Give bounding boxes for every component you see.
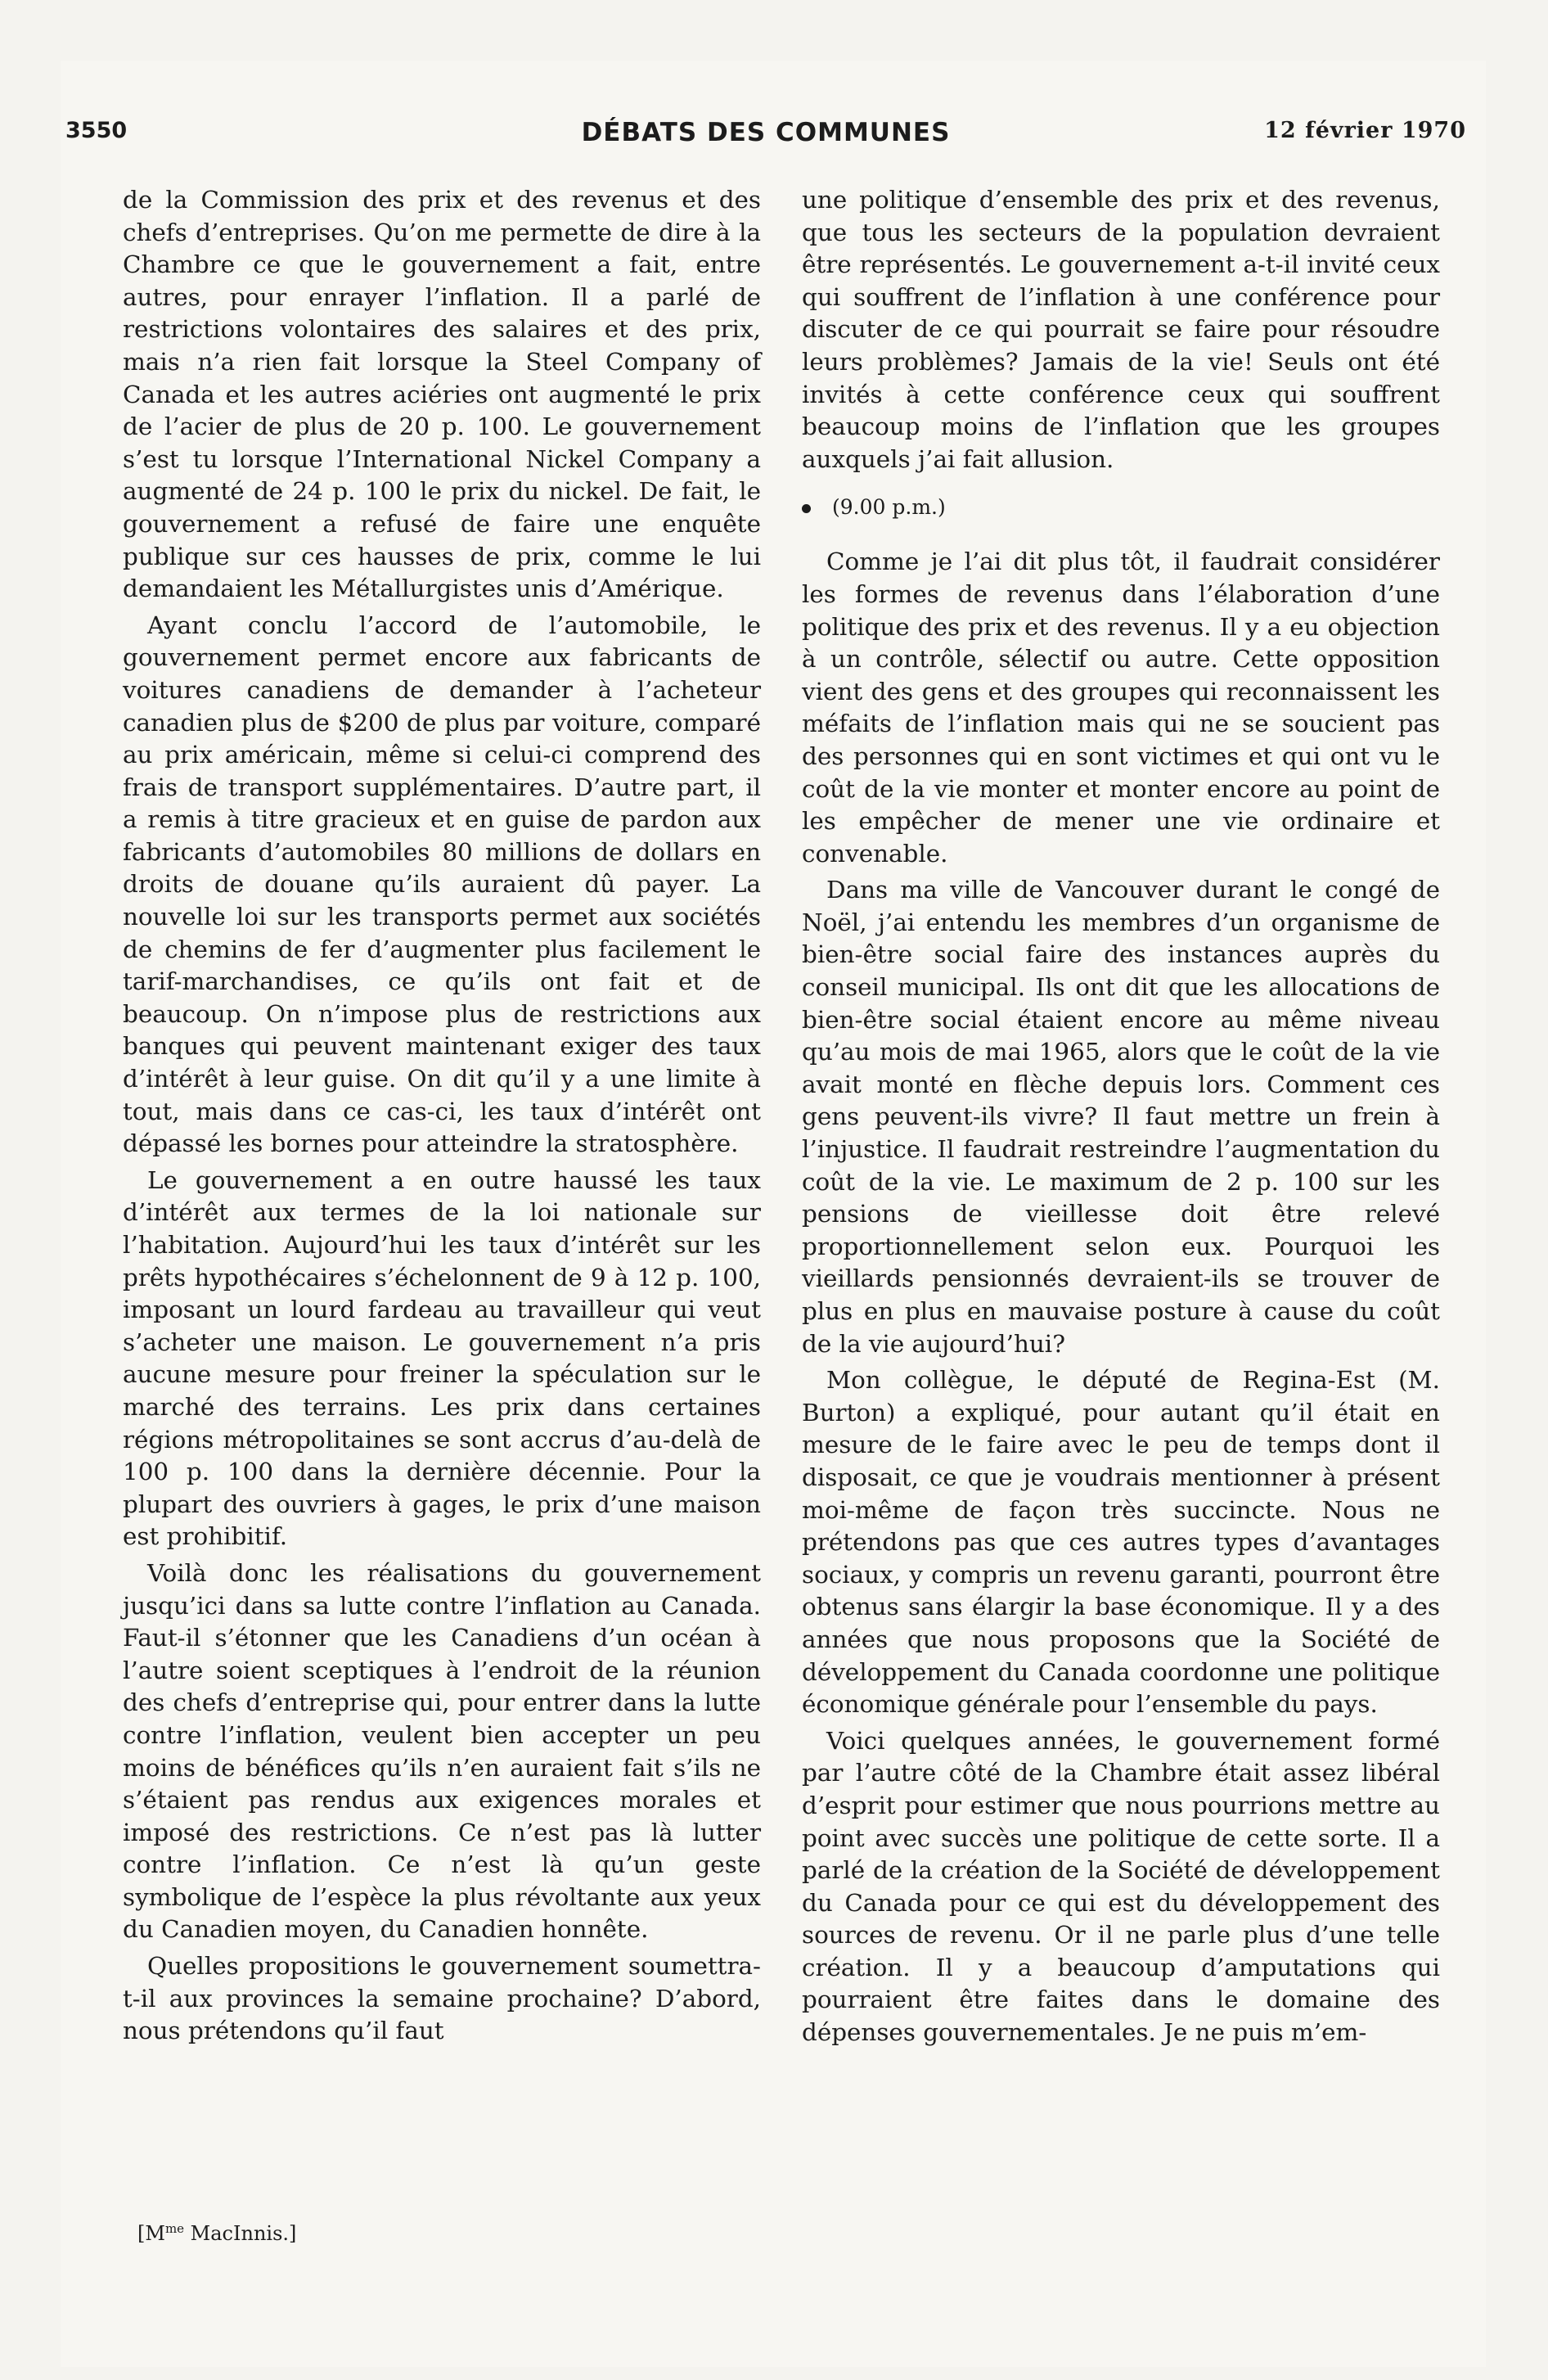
paragraph: Voici quelques années, le gouvernement formé par l’autre côté de la Chambre était assez libéral d’esprit pour estimer que nous pourrions mettre au point avec succès une politique de cette sorte. Il a parlé de la création de la Société de développement du Canada pour ce qui est du développement des sources de revenu. Or il ne parle plus d’une telle création. Il y a beaucoup d’amputations qui pourraient être faites dans le domaine des dépenses gouvernementales. Je ne puis m’em- bbox=[802, 1726, 1440, 2047]
paragraph: Le gouvernement a en outre haussé les taux d’intérêt aux termes de la loi nationale sur l’habitation. Aujourd’hui les taux d’intérêt sur les prêts hypothécaires s’échelonnent de 9 à 12 p. 100, imposant un lourd fardeau au travailleur qui veut s’acheter une maison. Le gouvernement n’a pris aucune mesure pour freiner la spéculation sur le marché des terrains. Les prix dans certaines régions métropolitaines se sont accrus d’au-delà de 100 p. 100 dans la dernière décennie. Pour la plupart des ouvriers à gages, le prix d’une maison est prohibitif. bbox=[123, 1165, 761, 1551]
paragraph: Dans ma ville de Vancouver durant le congé de Noël, j’ai entendu les membres d’un organisme de bien-être social faire des instances auprès du conseil municipal. Ils ont dit que les allocations de bien-être social étaient encore au même niveau qu’au mois de mai 1965, alors que le coût de la vie avait monté en flèche depuis lors. Comment ces gens peuvent-ils vivre? Il faut mettre un frein à l’injustice. Il faudrait restreindre l’augmentation du coût de la vie. Le maximum de 2 p. 100 sur les pensions de vieillesse doit être relevé proportionnellement selon eux. Pourquoi les vieillards pensionnés devraient-ils se trouver de plus en plus en mauvaise posture à cause du coût de la vie aujourd’hui? bbox=[802, 876, 1440, 1358]
paragraph: Voilà donc les réalisations du gouvernement jusqu’ici dans sa lutte contre l’inflation au Canada. Faut-il s’étonner que les Canadiens d’un océan à l’autre soient sceptiques à l’endroit de la réunion des chefs d’entreprise qui, pour entrer dans la lutte contre l’inflation, veulent bien accepter un peu moins de bénéfices qu’ils n’en auraient fait s’ils ne s’étaient pas rendus aux exigences morales et imposé des restrictions. Ce n’est pas là lutter contre l’inflation. Ce n’est là qu’un geste symbolique de l’espèce la plus révoltante aux yeux du Canadien moyen, du Canadien honnête. bbox=[123, 1558, 761, 1944]
publication-title: DÉBATS DES COMMUNES bbox=[581, 118, 951, 147]
attribution-prefix: [M bbox=[137, 2222, 165, 2245]
paragraph: Comme je l’ai dit plus tôt, il faudrait considérer les formes de revenus dans l’élaboration d’une politique des prix et des revenus. Il y a eu objection à un contrôle, sélectif ou autre. Cette opposition vient des gens et des groupes qui reconnaissent les méfaits de l’inflation mais qui ne se soucient pas des personnes qui en sont victimes et qui ont vu le coût de la vie monter et monter encore au point de les empêcher de mener une vie ordinaire et convenable. bbox=[802, 548, 1440, 868]
bullet-icon bbox=[802, 504, 811, 513]
right-column bbox=[802, 184, 1440, 2053]
time-marker-text: (9.00 p.m.) bbox=[832, 495, 946, 520]
page-number: 3550 bbox=[65, 118, 128, 143]
paragraph: une politique d’ensemble des prix et des revenus, que tous les secteurs de la population devraient être représentés. Le gouvernement a-t-il invité ceux qui souffrent de l’inflation à une conférence pour discuter de ce qui pourrait se faire pour résoudre leurs problèmes? Jamais de la vie! Seuls ont été invités à cette conférence ceux qui souffrent beaucoup moins de l’inflation que les groupes auxquels j’ai fait allusion. bbox=[802, 186, 1440, 473]
paragraph: Quelles propositions le gouvernement soumettra-t-il aux provinces la semaine prochaine? D’abord, nous prétendons qu’il faut bbox=[123, 1952, 761, 2045]
time-marker bbox=[802, 495, 1440, 520]
paragraph: Ayant conclu l’accord de l’automobile, le gouvernement permet encore aux fabricants de voitures canadiens de demander à l’acheteur canadien plus de $200 de plus par voiture, comparé au prix américain, même si celui-ci comprend des frais de transport supplémentaires. D’autre part, il a remis à titre gracieux et en guise de pardon aux fabricants d’automobiles 80 millions de dollars en droits de douane qu’ils auraient dû payer. La nouvelle loi sur les transports permet aux sociétés de chemins de fer d’augmenter plus facilement le tarif-marchandises, ce qu’ils ont fait et de beaucoup. On n’impose plus de restrictions aux banques qui peuvent maintenant exiger des taux d’intérêt à leur guise. On dit qu’il y a une limite à tout, mais dans ce cas-ci, les taux d’intérêt ont dépassé les bornes pour atteindre la stratosphère. bbox=[123, 611, 761, 1158]
left-column bbox=[123, 184, 761, 2052]
paragraph: de la Commission des prix et des revenus et des chefs d’entreprises. Qu’on me permette de dire à la Chambre ce que le gouvernement a fait, entre autres, pour enrayer l’inflation. Il a parlé de restrictions volontaires des salaires et des prix, mais n’a rien fait lorsque la Steel Company of Canada et les autres aciéries ont augmenté le prix de l’acier de plus de 20 p. 100. Le gouvernement s’est tu lorsque l’International Nickel Company a augmenté de 24 p. 100 le prix du nickel. De fait, le gouvernement a refusé de faire une enquête publique sur ces hausses de prix, comme le lui demandaient les Métallurgistes unis d’Amérique. bbox=[123, 186, 761, 603]
attribution-name: MacInnis.] bbox=[184, 2222, 297, 2245]
issue-date: 12 février 1970 bbox=[1264, 118, 1466, 143]
paragraph: Mon collègue, le député de Regina-Est (M. Burton) a expliqué, pour autant qu’il était en mesure de le faire avec le peu de temps dont il disposait, ce que je voudrais mentionner à présent moi-même de façon très succincte. Nous ne prétendons pas que ces autres types d’avantages sociaux, y compris un revenu garanti, pourront être obtenus sans élargir la base économique. Il y a des années que nous proposons que la Société de développement du Canada coordonne une politique économique générale pour l’ensemble du pays. bbox=[802, 1366, 1440, 1719]
running-head bbox=[65, 118, 1466, 159]
speaker-attribution bbox=[137, 2216, 296, 2246]
attribution-title: me bbox=[164, 2221, 185, 2236]
